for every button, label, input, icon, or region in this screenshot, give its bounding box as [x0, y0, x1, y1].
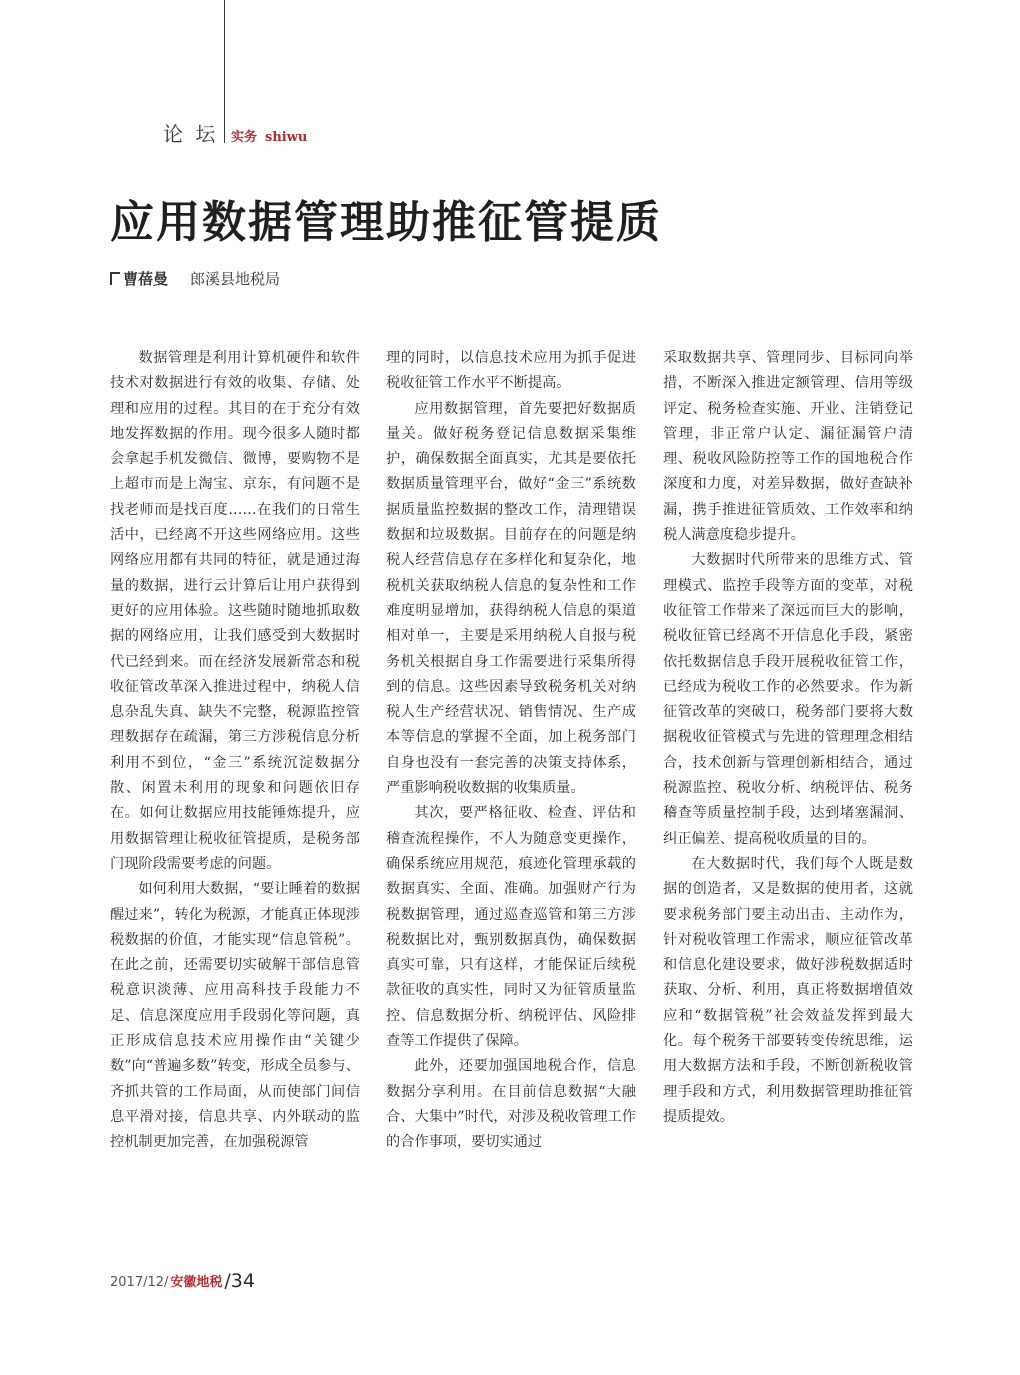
paragraph-continued: 采取数据共享、管理同步、目标同向举措，不断深入推进定额管理、信用等级评定、税务检查实施、开业、注销登记管理，非正常户认定、漏征漏管户清理、税收风险防控等工作的国地税合作深度和力度，对差异数据，做好查缺补漏，携手推进征管质效、工作效率和纳税人满意度稳步提升。 [663, 350, 913, 544]
paragraph: 如何利用大数据，“要让睡着的数据醒过来”，转化为税源，才能真正体现涉税数据的价值，才能实现“信息管税”。在此之前，还需要切实破解干部信息管税意识淡薄、应用高科技手段能力不足、信息深度应用手段弱化等问题，真正形成信息技术应用操作由“关键少数”向“普遍多数”转变，形成全员参与、齐抓共管的工作局面，从而使部门间信息平滑对接，信息共享、内外联动的监控机制更加完善，在加强税源管 [110, 881, 360, 1151]
footer-date: 2017/12/ [110, 1275, 169, 1290]
author-name: 曹蓓曼 [123, 270, 169, 288]
text-column-3 [663, 346, 913, 1130]
paragraph: 其次，要严格征收、检查、评估和稽查流程操作，不人为随意变更操作，确保系统应用规范，痕迹化管理承载的数据真实、全面、准确。加强财产行为税数据管理，通过巡查巡管和第三方涉税数据比对，甄别数据真伪，确保数据真实可靠，只有这样，才能保证后续税款征收的真实性，同时又为征管质量监控、信息数据分析、纳税评估、风险排查等工作提供了保障。 [386, 805, 636, 1050]
byline-bracket-icon [110, 272, 120, 285]
section-label: 论 坛 [163, 122, 219, 146]
byline [110, 268, 280, 289]
paragraph-continued: 理的同时，以信息技术应用为抓手促进税收征管工作水平不断提高。 [386, 350, 636, 392]
section-sublabel-cn: 实务 [231, 130, 258, 145]
paragraph: 在大数据时代，我们每个人既是数据的创造者，又是数据的使用者，这就要求税务部门要主动出击、主动作为，针对税收管理工作需求，顺应征管改革和信息化建设要求，做好涉税数据适时获取、分析、利用，真正将数据增值效应和“数据管税”社会效益发挥到最大化。每个税务干部要转变传统思维，运用大数据方法和手段，不断创新税收管理手段和方式，利用数据管理助推征管提质提效。 [663, 855, 913, 1125]
article-title: 应用数据管理助推征管提质 [110, 197, 662, 248]
header-vertical-rule [224, 0, 225, 143]
page-footer [110, 1270, 255, 1292]
section-sublabel [231, 126, 307, 145]
text-column-2 [386, 346, 636, 1156]
paragraph: 此外，还要加强国地税合作，信息数据分享利用。在目前信息数据“大融合、大集中”时代，对涉及税收管理工作的合作事项，要切实通过 [386, 1058, 636, 1151]
author-affiliation: 郎溪县地税局 [190, 270, 281, 288]
footer-magazine: 安徽地税 [170, 1275, 223, 1290]
paragraph: 大数据时代所带来的思维方式、管理模式、监控手段等方面的变革，对税收征管工作带来了深远而巨大的影响，税收征管已经离不开信息化手段，紧密依托数据信息手段开展税收征管工作，已经成为税收工作的必然要求。作为新征管改革的突破口，税务部门要将大数据税收征管模式与先进的管理理念相结合，技术创新与管理创新相结合，通过税源监控、税收分析、纳税评估、税务稽查等质量控制手段，达到堵塞漏洞、纠正偏差、提高税收质量的目的。 [663, 552, 913, 847]
paragraph: 应用数据管理，首先要把好数据质量关。做好税务登记信息数据采集维护，确保数据全面真实，尤其是要依托数据质量管理平台，做好“金三”系统数据质量监控数据的整改工作，清理错误数据和垃圾数据。目前存在的问题是纳税人经营信息存在多样化和复杂化，地税机关获取纳税人信息的复杂性和工作难度明显增加，获得纳税人信息的渠道相对单一，主要是采用纳税人自报与税务机关根据自身工作需要进行采集所得到的信息。这些因素导致税务机关对纳税人生产经营状况、销售情况、生产成本等信息的掌握不全面，加上税务部门自身也没有一套完善的决策支持体系，严重影响税收数据的收集质量。 [386, 400, 636, 797]
paragraph: 数据管理是利用计算机硬件和软件技术对数据进行有效的收集、存储、处理和应用的过程。其目的在于充分有效地发挥数据的作用。现今很多人随时都会拿起手机发微信、微博，要购物不是上超市而是上淘宝、京东，有问题不是找老师而是找百度……在我们的日常生活中，已经离不开这些网络应用。这些网络应用都有共同的特征，就是通过海量的数据，进行云计算后让用户获得到更好的应用体验。这些随时随地抓取数据的网络应用，让我们感受到大数据时代已经到来。而在经济发展新常态和税收征管改革深入推进过程中，纳税人信息杂乱失真、缺失不完整，税源监控管理数据存在疏漏，第三方涉税信息分析利用不到位，“金三”系统沉淀数据分散、闲置未利用的现象和问题依旧存在。如何让数据应用技能锤炼提升，应用数据管理让税收征管提质，是税务部门现阶段需要考虑的问题。 [110, 350, 360, 872]
section-sublabel-en: shiwu [265, 130, 308, 145]
text-column-1 [110, 346, 360, 1156]
page-number: /34 [224, 1270, 255, 1292]
